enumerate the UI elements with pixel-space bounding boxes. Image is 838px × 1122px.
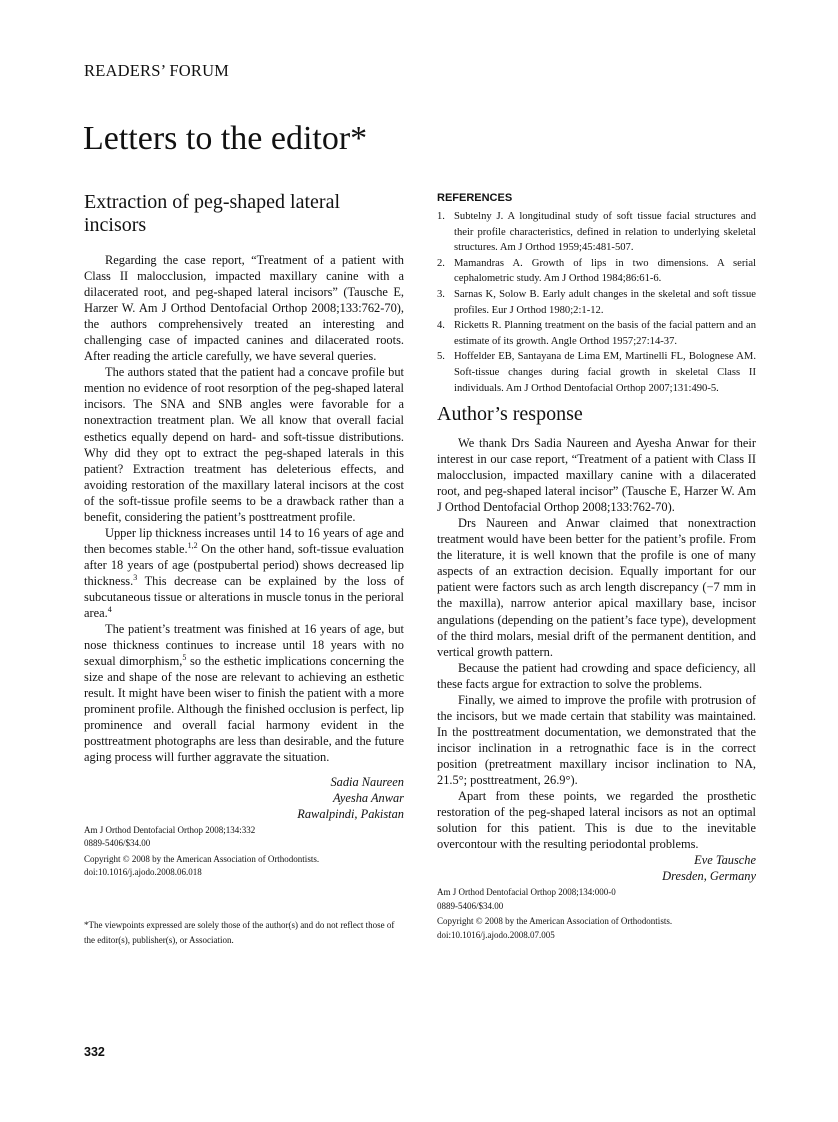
reference-item xyxy=(437,209,756,256)
reference-number: 4. xyxy=(437,320,445,332)
citation-ref: 4 xyxy=(107,605,112,615)
text-run: On the other hand, soft-tissue evaluation after 18 years of age (postpubertal period) shows decreased lip thickness. xyxy=(84,541,404,588)
reference-text: Sarnas K, Solow B. Early adult changes in the skeletal and soft tissue profiles. Eur J Orthod 1980;2:1-12. xyxy=(454,288,756,316)
author-name: Sadia Naureen xyxy=(330,774,404,789)
footnote: *The viewpoints expressed are solely those of the author(s) and do not reflect those of the editor(s), publisher(s), or Association. xyxy=(84,920,395,945)
citation-ref: 3 xyxy=(133,572,138,582)
response-signature xyxy=(437,852,756,884)
letter-heading: Extraction of peg-shaped lateral incisors xyxy=(84,191,340,236)
letter-body xyxy=(84,252,404,766)
page-number: 332 xyxy=(84,1045,105,1059)
response-paragraph: Drs Naureen and Anwar claimed that nonextraction treatment would have been better for the patient’s profile. From the literature, it is well known that the profile is one of many aspects of an extraction decision. Equally important for our patient were factors such as arch length discrepancy (−7 mm in the maxilla), narrow anterior apical maxillary base, incisor angulations (depending on the patient’s face type), development of the third molars, mesial drift of the permanent dentition, and vertical growth pattern. xyxy=(437,516,756,659)
reference-number: 3. xyxy=(437,288,445,300)
response-paragraph: We thank Drs Sadia Naureen and Ayesha Anwar for their interest in our case report, “Treatment of a patient with Class II malocclusion, impacted maxillary canine with a dilacerated root, and peg-shaped lateral incisor” (Tausche E, Harzer W. Am J Orthod Dentofacial Orthop 2008;133:762-70). xyxy=(437,436,756,515)
letter-column xyxy=(84,191,404,880)
journal-citation: Am J Orthod Dentofacial Orthop 2008;134:332 xyxy=(84,824,256,835)
citation-ref: 1,2 xyxy=(187,540,198,550)
reference-item xyxy=(437,287,756,318)
reference-item xyxy=(437,349,756,396)
issn-price: 0889-5406/$34.00 xyxy=(437,900,504,911)
journal-citation: Am J Orthod Dentofacial Orthop 2008;134:000-0 xyxy=(437,887,616,898)
reference-number: 5. xyxy=(437,351,445,363)
doi: doi:10.1016/j.ajodo.2008.06.018 xyxy=(84,867,202,877)
text-run: This decrease can be explained by the loss of subcutaneous tissue or alterations in muscle tonus in the perioral area. xyxy=(84,573,404,621)
letter-citation-meta xyxy=(84,824,404,880)
letter-paragraph xyxy=(84,621,404,765)
references-section xyxy=(437,192,756,396)
letter-paragraph xyxy=(84,525,404,621)
text-run: Upper lip thickness increases until 14 to 16 years of age and then becomes stable. xyxy=(84,525,404,556)
letter-signature xyxy=(84,774,404,822)
response-section xyxy=(437,403,756,942)
reference-text: Mamandras A. Growth of lips in two dimensions. A serial cephalometric study. Am J Orthod 1984;86:61-6. xyxy=(454,257,756,285)
reference-item xyxy=(437,256,756,287)
response-paragraph: Because the patient had crowding and space deficiency, all these facts argue for extraction to solve the problems. xyxy=(437,660,756,691)
references-list xyxy=(437,209,756,396)
letter-paragraph: Regarding the case report, “Treatment of a patient with Class II malocclusion, impacted maxillary canine with a dilacerated root, and peg-shaped lateral incisors” (Tausche E, Harzer W. Am J Orthod Dentofacial Orthop 2008;133:762-70), the authors comprehensively treated an interesting and challenging case of impacted canines and dilacerated roots. After reading the article carefully, we have several queries. xyxy=(84,253,404,364)
citation-ref: 5 xyxy=(182,653,187,663)
copyright: Copyright © 2008 by the American Association of Orthodontists. xyxy=(84,853,320,864)
author-name: Eve Tausche xyxy=(694,853,756,868)
letter-paragraph: The authors stated that the patient had a concave profile but mention no evidence of root resorption of the peg-shaped lateral incisors. The SNA and SNB angles were favorable for a nonextraction treatment plan. We all know that overall facial esthetics equally depend on hard- and soft-tissue distributions. Why did they opt to extract the peg-shaped laterals in this patient? Extraction treatment has deleterious effects, and avoiding restoration of the maxillary lateral incisors at the cost of the soft-tissue profile seems to be a drawback rather than a benefit, considering the patient’s posttreatment profile. xyxy=(84,365,404,524)
response-paragraph: Apart from these points, we regarded the prosthetic restoration of the peg-shaped lateral incisors as not an optimal solution for this patient. This is due to the inevitable overcontour with the resulting periodontal problems. xyxy=(437,789,756,852)
response-citation-meta xyxy=(437,886,756,942)
response-heading: Author’s response xyxy=(437,403,583,425)
issn-price: 0889-5406/$34.00 xyxy=(84,838,151,848)
author-location: Rawalpindi, Pakistan xyxy=(297,806,404,821)
reference-number: 2. xyxy=(437,257,445,269)
response-body xyxy=(437,435,756,852)
doi: doi:10.1016/j.ajodo.2008.07.005 xyxy=(437,929,555,940)
reference-text: Hoffelder EB, Santayana de Lima EM, Martinelli FL, Bolognese AM. Soft-tissue changes during facial growth in skeletal Class II individuals. Am J Orthod Dentofacial Orthop 2007;131:490-5. xyxy=(454,351,756,394)
text-run: The patient’s treatment was finished at 16 years of age, but nose thickness continues to increase until 18 years with no sexual dimorphism, xyxy=(84,622,404,669)
reference-item xyxy=(437,318,756,349)
reference-text: Subtelny J. A longitudinal study of soft tissue facial structures and their profile characteristics, defined in relation to underlying skeletal structures. Am J Orthod 1959;45:481-507. xyxy=(454,211,756,254)
response-paragraph: Finally, we aimed to improve the profile with protrusion of the incisors, but we made certain that stability was maintained. In the posttreatment documentation, we demonstrated that the incisor inclination in a retrognathic face is in the correct position (pretreatment maxillary incisor inclination to NA, 21.5°; posttreatment, 26.9°). xyxy=(437,692,756,787)
copyright: Copyright © 2008 by the American Association of Orthodontists. xyxy=(437,916,673,927)
section-label: READERS’ FORUM xyxy=(84,61,230,80)
page-title: Letters to the editor* xyxy=(83,120,368,157)
text-run: so the esthetic implications concerning the size and shape of the nose are relevant to achieving an esthetic result. It might have been wiser to finish the patient with a more prominent profile. Although the finished occlusion is perfect, lip prominence and overall facial harmony evident in the posttreatment photographs are less than desirable, and the future aging process will further aggravate the situation. xyxy=(84,654,404,765)
reference-number: 1. xyxy=(437,211,445,222)
references-heading: REFERENCES xyxy=(437,192,513,204)
reference-text: Ricketts R. Planning treatment on the basis of the facial pattern and an estimate of its growth. Angle Orthod 1957;27:14-37. xyxy=(454,320,756,347)
author-name: Ayesha Anwar xyxy=(332,790,404,805)
author-location: Dresden, Germany xyxy=(662,869,756,884)
